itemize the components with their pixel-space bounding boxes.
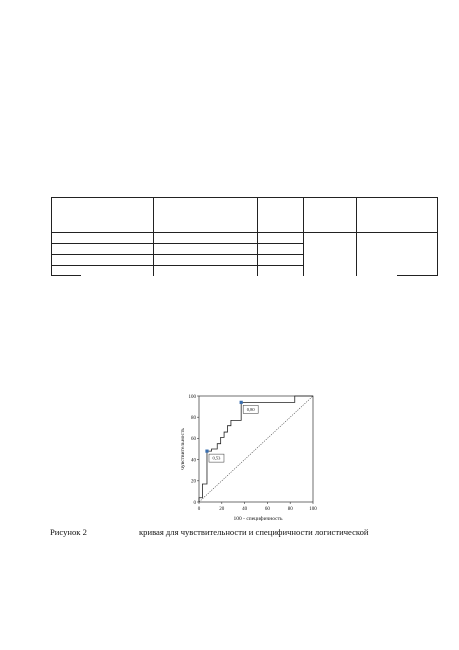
cutoff-marker	[240, 401, 243, 404]
y-tick-label: 20	[191, 479, 196, 485]
y-tick-label: 100	[188, 394, 196, 400]
y-tick-label: 40	[191, 458, 196, 464]
x-tick-label: 100	[309, 507, 317, 512]
cutoff-marker	[205, 450, 208, 453]
y-tick-label: 80	[191, 416, 196, 421]
cutoff-callout-label: 0,80	[246, 406, 255, 412]
x-axis-label: 100 - специфичность	[233, 516, 283, 522]
y-tick-label: 0	[193, 500, 196, 506]
x-tick-label: 40	[242, 507, 248, 512]
caption-text: кривая для чувствительности и специфичности логистической	[139, 527, 369, 537]
x-tick-label: 20	[219, 507, 225, 512]
caption-label: Рисунок 2	[50, 527, 87, 537]
x-tick-label: 60	[264, 507, 270, 512]
x-tick-label: 80	[287, 507, 293, 512]
x-tick-label: 0	[197, 507, 201, 512]
y-tick-label: 60	[191, 437, 196, 443]
y-axis-label: чувствительность	[180, 428, 186, 470]
cutoff-callout-label: 0,53	[212, 455, 221, 461]
